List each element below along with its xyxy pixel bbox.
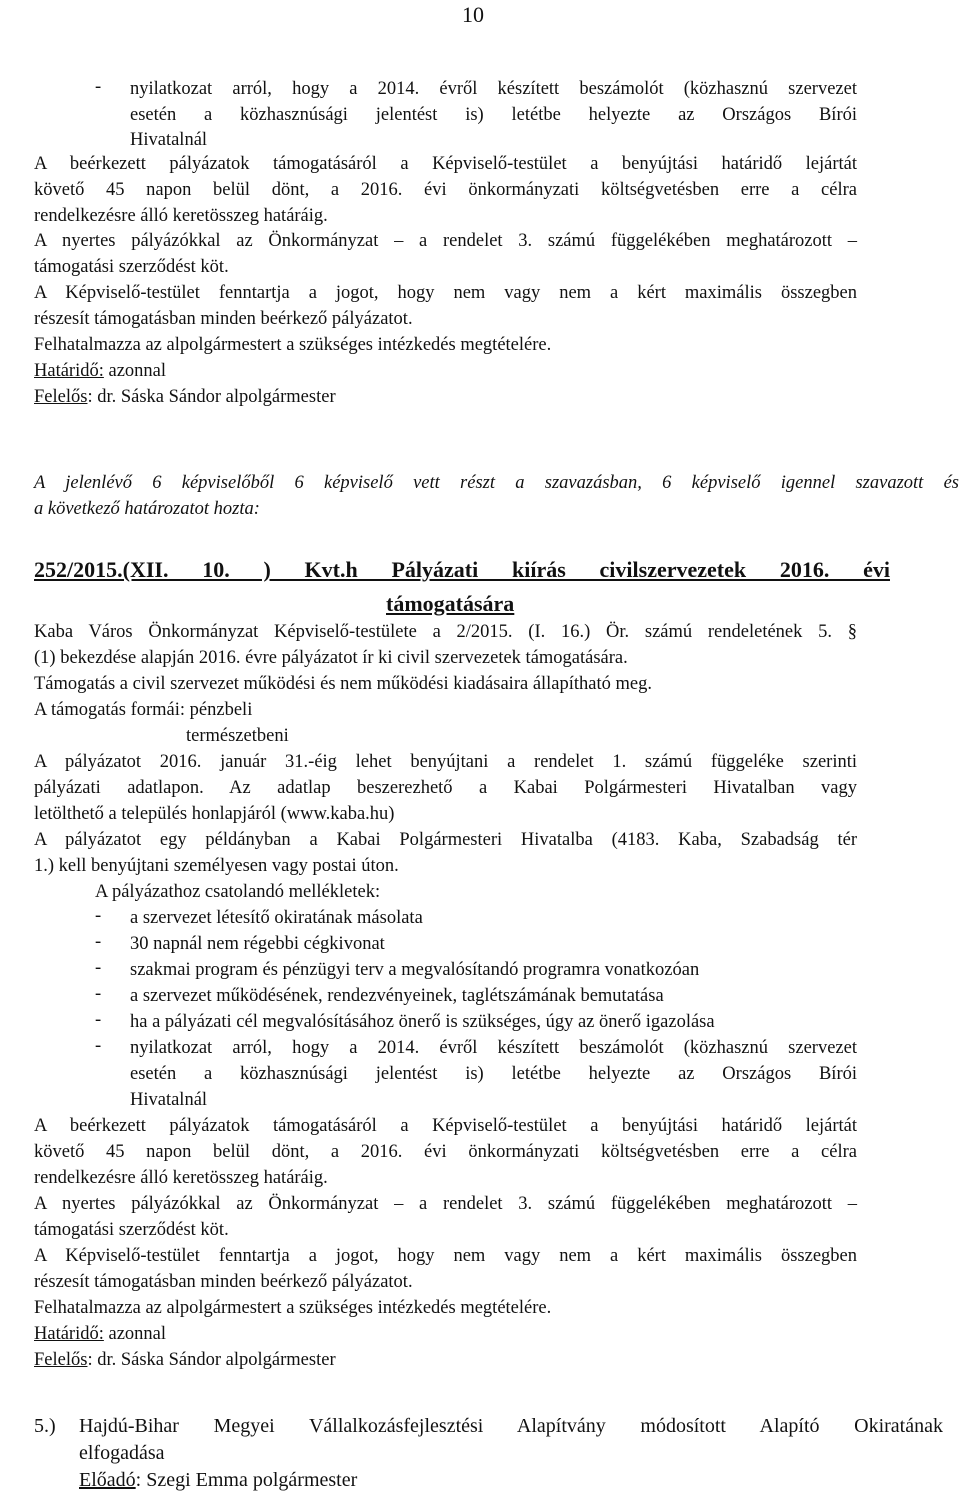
list-item: nyilatkozat arról, hogy a 2014. évről készített beszámolót (közhasznú szervezet [130,1038,857,1058]
vote-statement-line: a következő határozatot hozta: [34,499,260,519]
resolution-title: 252/2015.(XII. 10. ) Kvt.h Pályázati kiírás civilszervezetek 2016. évi [34,557,890,582]
paragraph-line: A támogatás formái: pénzbeli [34,700,253,720]
paragraph-line: követő 45 napon belül dönt, a 2016. évi önkormányzati költségvetésben erre a célra [34,1142,857,1162]
list-item-line: nyilatkozat arról, hogy a 2014. évről készített beszámolót (közhasznú szervezet [130,79,857,99]
list-item-line: Hivatalnál [130,1090,208,1110]
deadline-value: azonnal [103,1324,167,1344]
paragraph-line: rendelkezésre álló keretösszeg határáig. [34,206,328,226]
list-dash: - [95,1010,102,1030]
paragraph-line: pályázati adatlapon. Az adatlap beszerezhető a Kabai Polgármesteri Hivatalban vagy [34,778,857,798]
list-dash: - [95,958,102,978]
list-item: a szervezet működésének, rendezvényeinek, taglétszámának bemutatása [130,986,664,1006]
deadline-label: Határidő: [34,361,104,381]
paragraph-line: 1.) kell benyújtani személyesen vagy postai úton. [34,856,399,876]
responsible-value: : dr. Sáska Sándor alpolgármester [87,387,336,407]
paragraph-line: rendelkezésre álló keretösszeg határáig. [34,1168,328,1188]
list-dash: - [95,984,102,1004]
list-item: a szervezet létesítő okiratának másolata [130,908,423,928]
paragraph-line: A pályázatot egy példányban a Kabai Polgármesteri Hivatalba (4183. Kaba, Szabadság tér [34,830,857,850]
paragraph-line: támogatási szerződést köt. [34,257,229,277]
agenda-item-title: Hajdú-Bihar Megyei Vállalkozásfejlesztési Alapítvány módosított Alapító Okiratának [79,1415,943,1437]
paragraph-line: részesít támogatásban minden beérkező pályázatot. [34,1272,413,1292]
paragraph-line: természetbeni [186,726,289,746]
presenter-value: : Szegi Emma polgármester [135,1469,358,1491]
list-item-line: esetén a közhasznúsági jelentést is) letétbe helyezte az Országos Bírói [130,1064,857,1084]
responsible-line [34,385,336,409]
list-dash: - [95,906,102,926]
paragraph-line: Felhatalmazza az alpolgármestert a szükséges intézkedés megtételére. [34,335,552,355]
paragraph-line: A Képviselő-testület fenntartja a jogot, hogy nem vagy nem a kért maximális összegben [34,283,857,303]
list-dash: - [95,1036,102,1056]
list-dash: - [95,932,102,952]
agenda-item-title-line2: elfogadása [79,1442,165,1464]
vote-statement-line: A jelenlévő 6 képviselőből 6 képviselő vett részt a szavazásban, 6 képviselő igennel szavazott és [34,473,959,493]
presenter-label: Előadó [79,1469,136,1491]
paragraph-line: támogatási szerződést köt. [34,1220,229,1240]
paragraph-line: részesít támogatásban minden beérkező pályázatot. [34,309,413,329]
deadline-line [34,359,166,383]
resolution-title-line2: támogatására [386,591,515,616]
presenter-line [79,1468,357,1492]
paragraph-line: A beérkezett pályázatok támogatásáról a Képviselő-testület a benyújtási határidő lejártát [34,154,857,174]
paragraph-line: (1) bekezdése alapján 2016. évre pályázatot ír ki civil szervezetek támogatására. [34,648,628,668]
responsible-label: Felelős [34,1350,88,1370]
list-item: szakmai program és pénzügyi terv a megvalósítandó programra vonatkozóan [130,960,700,980]
responsible-line [34,1348,336,1372]
list-item: ha a pályázati cél megvalósításához önerő is szükséges, úgy az önerő igazolása [130,1012,715,1032]
paragraph-line: letölthető a település honlapjáról (www.kaba.hu) [34,804,395,824]
page-number: 10 [462,2,484,27]
paragraph-line: A pályázatot 2016. január 31.-éig lehet benyújtani a rendelet 1. számú függeléke szerinti [34,752,857,772]
paragraph-line: A Képviselő-testület fenntartja a jogot, hogy nem vagy nem a kért maximális összegben [34,1246,857,1266]
paragraph-line: Kaba Város Önkormányzat Képviselő-testülete a 2/2015. (I. 16.) Ör. számú rendeletének 5. § [34,622,857,642]
list-item-line: esetén a közhasznúsági jelentést is) letétbe helyezte az Országos Bírói [130,105,857,125]
attachments-title: A pályázathoz csatolandó mellékletek: [95,882,381,902]
paragraph-line: A nyertes pályázókkal az Önkormányzat – a rendelet 3. számú függelékében meghatározott – [34,231,857,251]
paragraph-line: Felhatalmazza az alpolgármestert a szükséges intézkedés megtételére. [34,1298,552,1318]
agenda-item-number: 5.) [34,1415,56,1437]
list-dash: - [95,77,102,97]
list-item-line: Hivatalnál [130,130,208,150]
deadline-line [34,1322,166,1346]
paragraph-line: A beérkezett pályázatok támogatásáról a Képviselő-testület a benyújtási határidő lejártát [34,1116,857,1136]
paragraph-line: Támogatás a civil szervezet működési és nem működési kiadásaira állapítható meg. [34,674,652,694]
deadline-value: azonnal [103,361,167,381]
paragraph-line: követő 45 napon belül dönt, a 2016. évi önkormányzati költségvetésben erre a célra [34,180,857,200]
list-item: 30 napnál nem régebbi cégkivonat [130,934,385,954]
responsible-value: : dr. Sáska Sándor alpolgármester [87,1350,336,1370]
responsible-label: Felelős [34,387,88,407]
paragraph-line: A nyertes pályázókkal az Önkormányzat – a rendelet 3. számú függelékében meghatározott – [34,1194,857,1214]
deadline-label: Határidő: [34,1324,104,1344]
